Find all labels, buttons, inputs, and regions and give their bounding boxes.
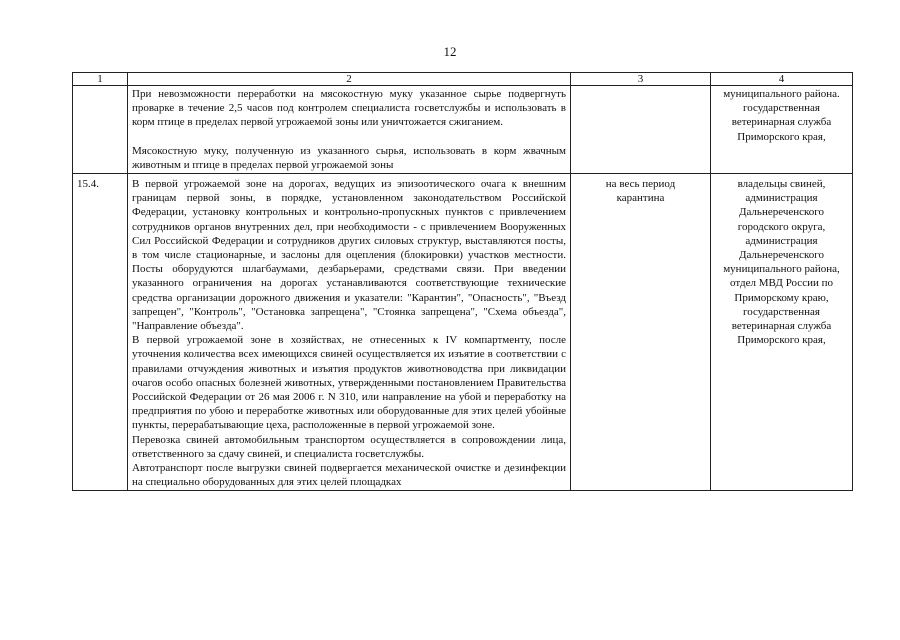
period-line: карантина xyxy=(616,192,665,205)
table-header-row xyxy=(73,73,853,86)
continuation-paragraph: При невозможности переработки на мясокостную муку указанное сырье подвергнуть проварке в течение 2,5 часов под контролем специалиста госветслужбы и использовать в корм птице в пределах первой угрожаемой зоны или уничтожается сжиганием. xyxy=(132,88,566,129)
responsible-line: Приморского края, xyxy=(737,334,826,347)
responsible-line: ветеринарная служба xyxy=(731,320,832,333)
responsible-line: государственная xyxy=(743,305,820,318)
continuation-paragraph: Мясокостную муку, полученную из указанного сырья, использовать в корм жвачным животным и птице в пределах первой угрожаемой зоны xyxy=(132,144,566,171)
responsible-line: государственная xyxy=(743,102,820,115)
row-15-4-responsible xyxy=(711,174,853,491)
responsible-line: администрация xyxy=(745,192,818,205)
responsible-line: администрация xyxy=(745,234,818,247)
responsible-line: Дальнереченского xyxy=(738,206,825,219)
continuation-col3 xyxy=(571,86,711,174)
continuation-col4 xyxy=(711,86,853,174)
responsible-line: муниципального района, xyxy=(723,263,840,276)
row-15-4-measures xyxy=(128,174,571,491)
responsible-line: отдел МВД России по xyxy=(730,277,833,290)
responsible-line: городского округа, xyxy=(737,220,826,233)
continuation-row xyxy=(73,86,853,174)
document-table xyxy=(72,72,853,491)
measure-paragraph: В первой угрожаемой зоне на дорогах, ведущих из эпизоотического очага к внешним границам первой зоны, в порядке, установленном законодательством Российской Федерации, установку контрольных и контрольно-пропускных пунктов с привлечением сотрудников органов внутренних дел, при необходимости - с привлечением Вооруженных Сил Российской Федерации и сотрудников других силовых структур, выставляются посты, в том числе стационарные, и заслоны для оцепления (блокировки) участков местности. Посты оборудуются шлагбаумами, дезбарьерами, средствами связи. При введении указанного ограничения на дорогах устанавливаются соответствующие технические средства организации дорожного движения и указатели: "Карантин", "Опасность", "Въезд запрещен", "Контроль", "Остановка запрещена", "Стоянка запрещена", "Схема объезда", "Направление объезда". xyxy=(132,178,566,333)
responsible-line: муниципального района. xyxy=(723,88,840,100)
page-number: 12 xyxy=(443,44,457,59)
measure-paragraph: В первой угрожаемой зоне в хозяйствах, не отнесенных к IV компартменту, после уточнения количества всех имеющихся свиней осуществляется их изъятие в соответствии с правилами отчуждения животных и изъятия продуктов животноводства при ликвидации очагов особо опасных болезней животных, утвержденными постановлением Правительства Российской Федерации от 26 мая 2006 г. N 310, или направление на убой и переработку на предприятия по убою и переработке животных или оборудованные для этих целей убойные пункты, перерабатывающие цеха, расположенные в первой угрожаемой зоне. xyxy=(132,334,566,432)
header-col-3: 3 xyxy=(571,73,711,86)
continuation-col2 xyxy=(128,86,571,174)
row-15-4 xyxy=(73,174,853,491)
continuation-col1 xyxy=(73,86,128,174)
responsible-line: Дальнереченского xyxy=(738,249,825,262)
header-col-4: 4 xyxy=(711,73,853,86)
responsible-line: Приморского края, xyxy=(737,130,826,143)
responsible-line: ветеринарная служба xyxy=(731,116,832,129)
responsible-line: Приморскому краю, xyxy=(734,291,829,304)
header-col-1: 1 xyxy=(73,73,128,86)
row-15-4-period xyxy=(571,174,711,491)
measure-paragraph: Перевозка свиней автомобильным транспортом осуществляется в сопровождении лица, ответственного за сдачу свиней, и специалиста госветслужбы. xyxy=(132,433,566,460)
responsible-line: владельцы свиней, xyxy=(737,178,826,191)
period-line: на весь период xyxy=(605,178,676,191)
measure-paragraph: Автотранспорт после выгрузки свиней подвергается механической очистке и дезинфекции на специально оборудованных для этих целей площадках xyxy=(132,462,566,489)
header-col-2: 2 xyxy=(128,73,571,86)
row-number: 15.4. xyxy=(73,174,128,491)
